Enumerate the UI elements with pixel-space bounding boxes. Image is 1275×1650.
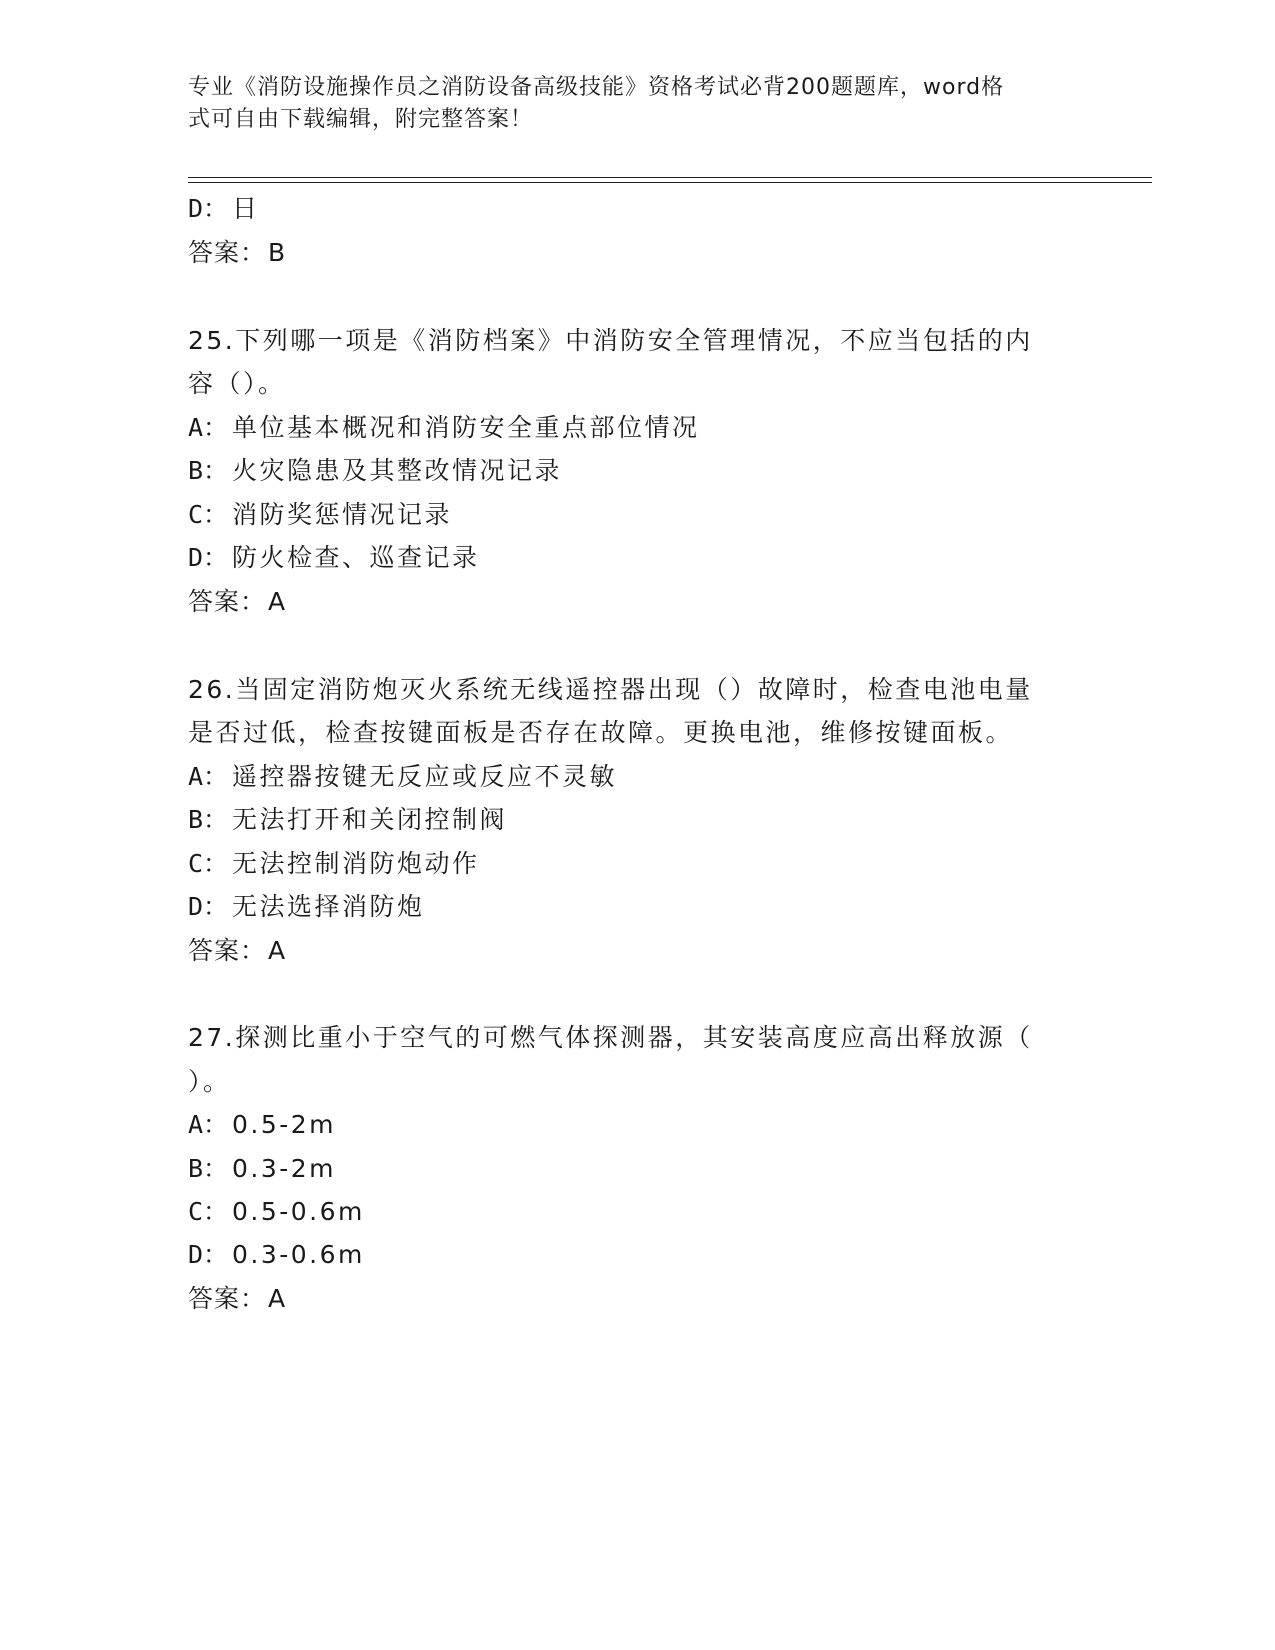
option-text: 无法控制消防炮动作 <box>232 849 480 878</box>
q27-answer <box>188 1282 286 1316</box>
option-text: 防火检查、巡查记录 <box>232 543 480 572</box>
option-letter: C： <box>188 1197 229 1226</box>
q26-option-a <box>188 760 1088 794</box>
q25-answer <box>188 585 286 619</box>
option-letter: A： <box>188 762 229 791</box>
q25-option-b <box>188 454 1088 488</box>
q26-option-c <box>188 847 1088 881</box>
q25-stem-line-2: 容（）。 <box>188 369 286 398</box>
header-line-2: 式可自由下载编辑，附完整答案！ <box>188 107 534 132</box>
q26-answer <box>188 934 286 968</box>
answer-label: 答案： <box>188 1284 267 1313</box>
option-letter: A： <box>188 1110 229 1139</box>
option-text: 火灾隐患及其整改情况记录 <box>232 456 563 485</box>
option-letter: B： <box>188 805 229 834</box>
option-letter: D： <box>188 892 229 921</box>
option-letter: D： <box>188 1240 229 1269</box>
q25-option-c <box>188 498 1088 532</box>
header-line-1: 专业《消防设施操作员之消防设备高级技能》资格考试必背200题题库，word格 <box>188 75 1005 100</box>
prev-option-d <box>188 192 1088 226</box>
option-text: 无法选择消防炮 <box>232 892 425 921</box>
q27-stem-line-1: 27.探测比重小于空气的可燃气体探测器，其安装高度应高出释放源（ <box>188 1023 1033 1052</box>
q27-option-a <box>188 1108 1088 1142</box>
header-divider-bottom <box>188 182 1152 183</box>
answer-label: 答案： <box>188 238 267 267</box>
option-text: 单位基本概况和消防安全重点部位情况 <box>232 413 700 442</box>
answer-value: A <box>268 936 287 965</box>
q26-option-b <box>188 803 1088 837</box>
answer-value: A <box>268 1284 287 1313</box>
q27-stem-line-2: ）。 <box>188 1067 231 1096</box>
option-letter: D： <box>188 543 229 572</box>
option-letter: C： <box>188 849 229 878</box>
prev-answer <box>188 236 286 270</box>
option-letter: B： <box>188 1154 229 1183</box>
answer-label: 答案： <box>188 936 267 965</box>
option-letter: A： <box>188 413 229 442</box>
option-text: 日 <box>232 194 260 223</box>
q26-stem-line-1: 26.当固定消防炮灭火系统无线遥控器出现（）故障时，检查电池电量 <box>188 675 1033 704</box>
q25-option-a <box>188 411 1088 445</box>
q25-option-d <box>188 541 1088 575</box>
document-header <box>188 72 1068 136</box>
option-text: 0.3-2m <box>232 1154 337 1183</box>
q26-stem-line-2: 是否过低，检查按键面板是否存在故障。更换电池，维修按键面板。 <box>188 718 1014 747</box>
option-text: 0.5-0.6m <box>232 1197 365 1226</box>
option-text: 消防奖惩情况记录 <box>232 500 453 529</box>
q27-option-b <box>188 1152 1088 1186</box>
option-letter: D： <box>188 194 229 223</box>
option-text: 0.5-2m <box>232 1110 337 1139</box>
q25-stem-line-1: 25.下列哪一项是《消防档案》中消防安全管理情况，不应当包括的内 <box>188 326 1033 355</box>
answer-value: A <box>268 587 287 616</box>
option-text: 无法打开和关闭控制阀 <box>232 805 508 834</box>
answer-label: 答案： <box>188 587 267 616</box>
q26-option-d <box>188 890 1088 924</box>
option-letter: C： <box>188 500 229 529</box>
q27-option-c <box>188 1195 1088 1229</box>
option-text: 0.3-0.6m <box>232 1240 365 1269</box>
option-text: 遥控器按键无反应或反应不灵敏 <box>232 762 618 791</box>
q27-option-d <box>188 1238 1088 1272</box>
header-divider-top <box>188 177 1152 178</box>
option-letter: B： <box>188 456 229 485</box>
answer-value: B <box>268 238 287 267</box>
